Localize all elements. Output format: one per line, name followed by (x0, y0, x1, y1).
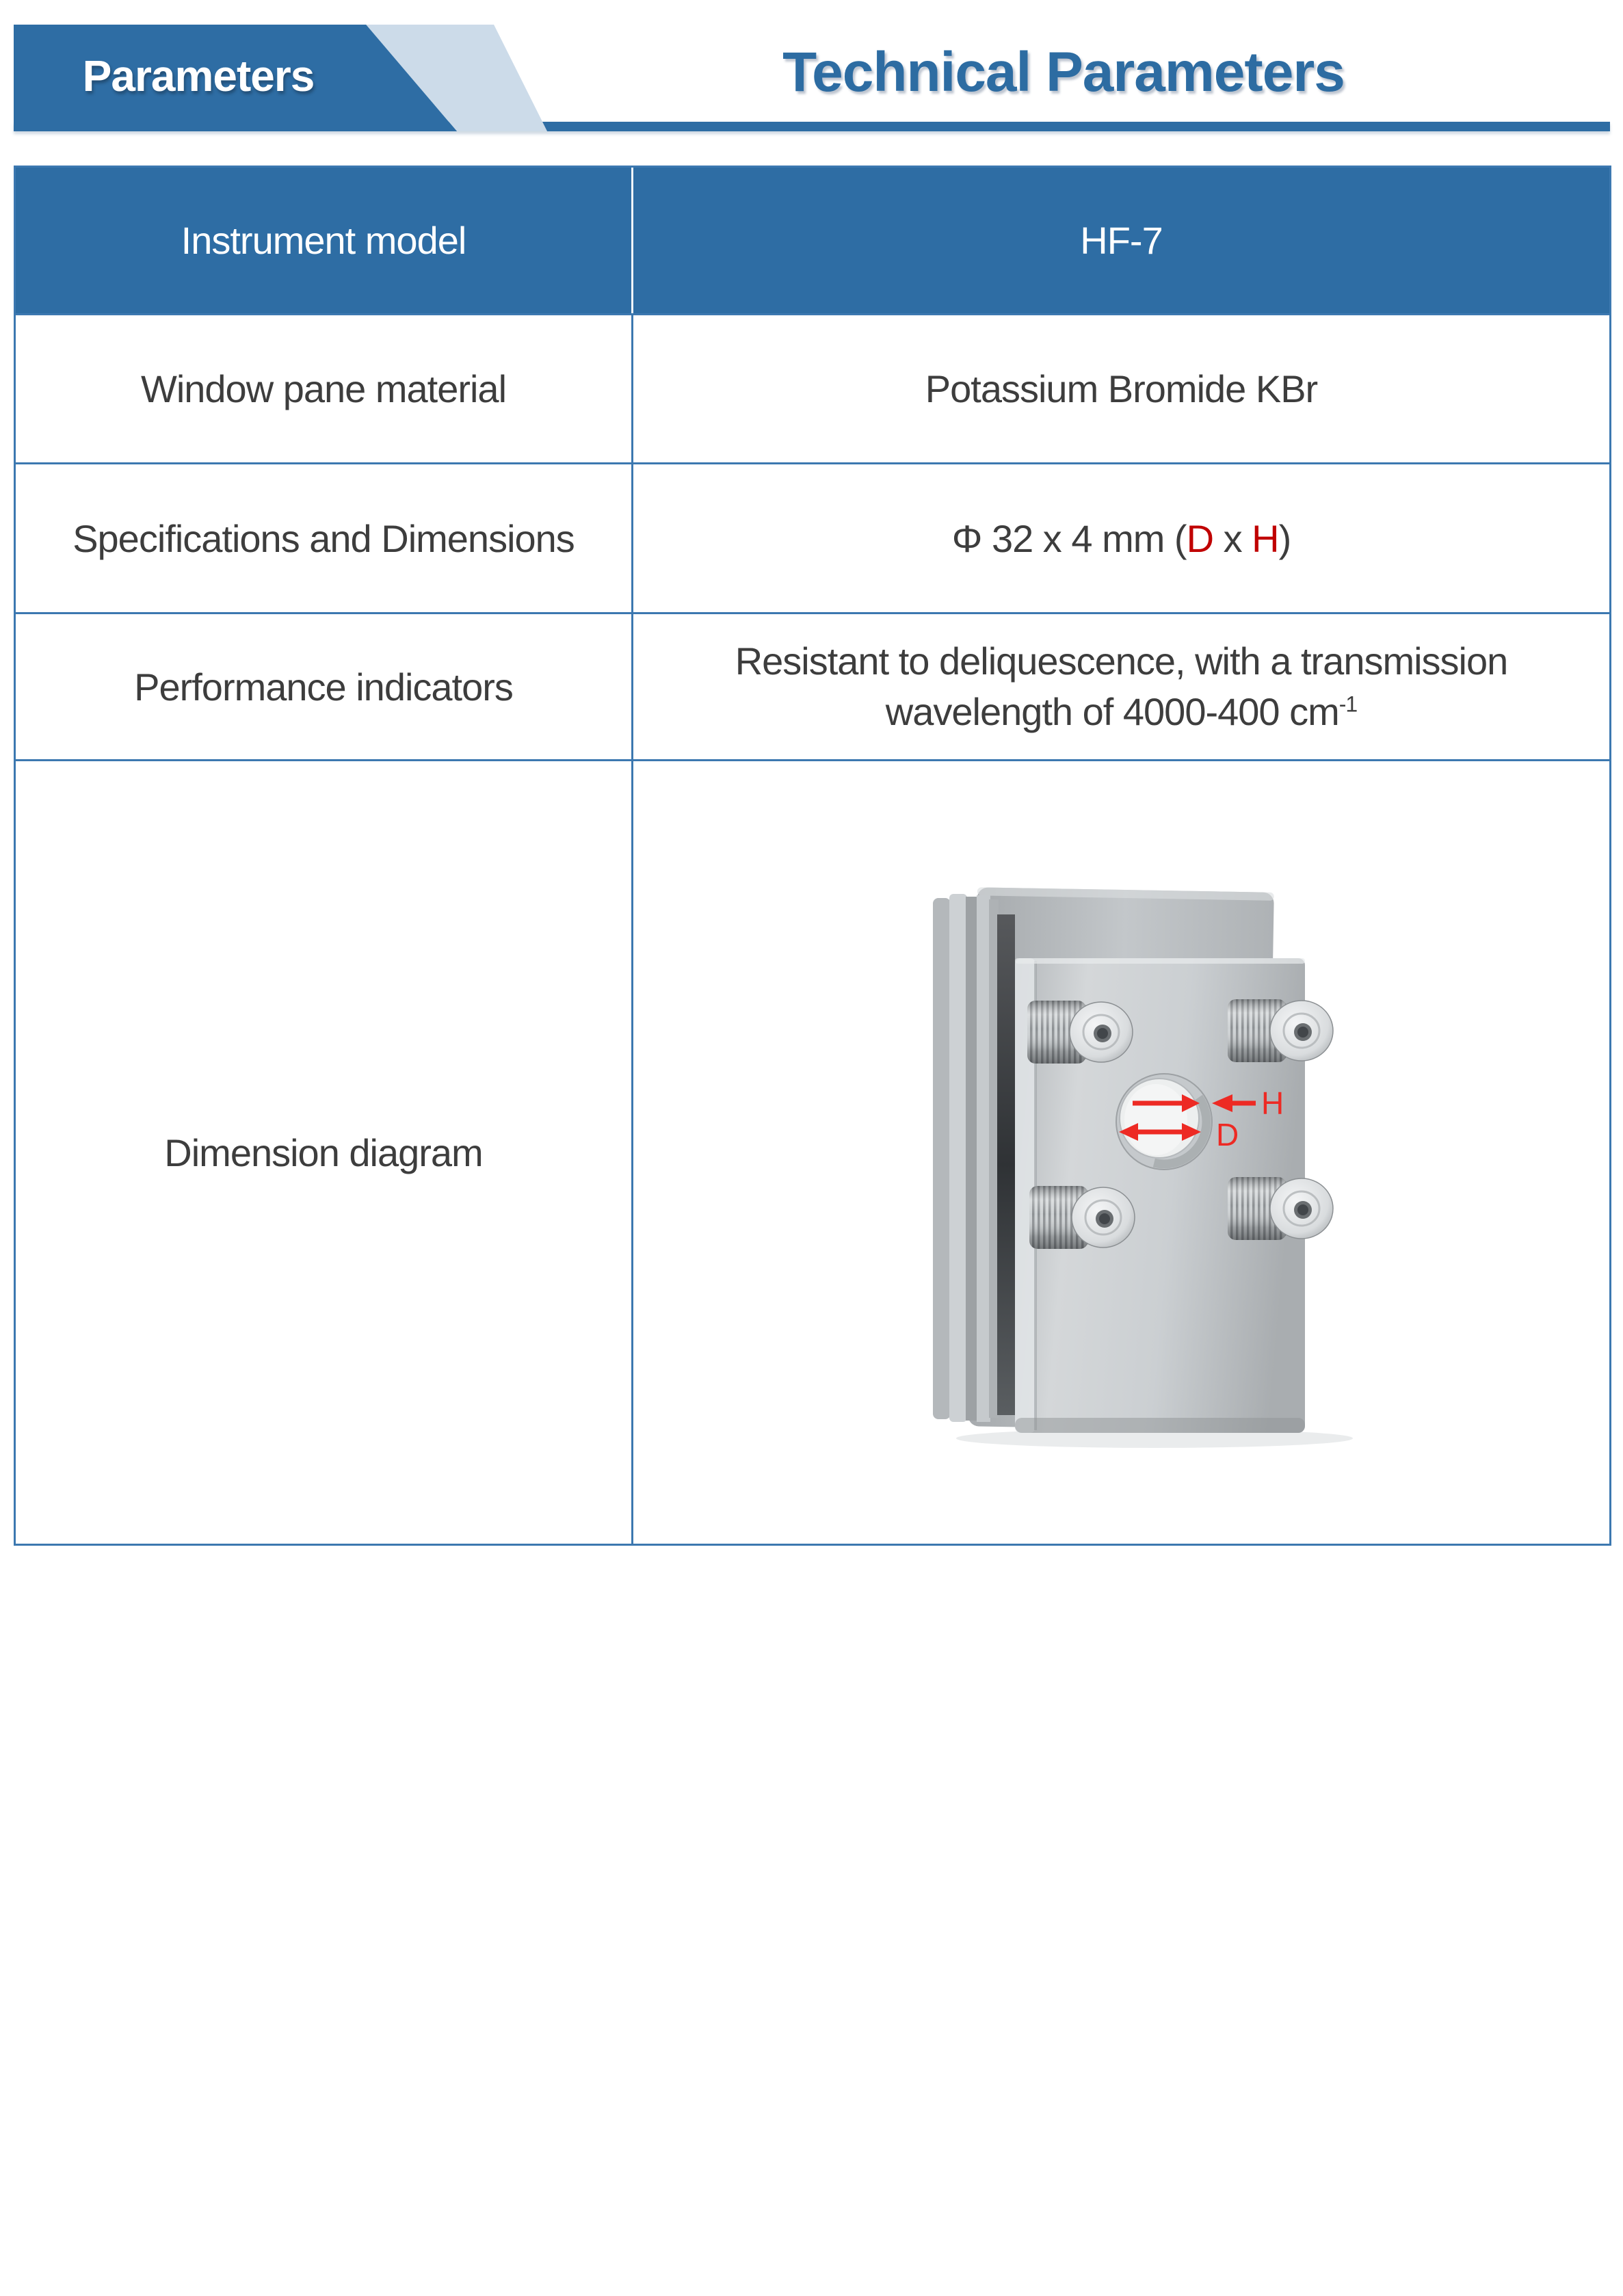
window-material-value-cell (631, 313, 1609, 462)
thumbscrew-top-left (1027, 1001, 1133, 1064)
dimensions-value-mid: x (1213, 516, 1252, 560)
d-arrow-shaft (1131, 1130, 1189, 1135)
page-title: Technical Parameters (782, 41, 1345, 103)
dimension-diagram-image (929, 886, 1380, 1453)
diagram-label: Dimension diagram (164, 1131, 483, 1174)
dimension-h-letter: H (1252, 516, 1279, 560)
thumbscrew-bottom-right (1228, 1177, 1333, 1240)
performance-line2-text: wavelength of 4000-400 cm (885, 690, 1339, 733)
dimensions-value (952, 516, 1291, 561)
dimensions-value-suffix: ) (1278, 516, 1291, 560)
diagram-label-cell (16, 759, 631, 1544)
dimensions-label: Specifications and Dimensions (72, 516, 575, 560)
dimensions-value-prefix: Φ 32 x 4 mm ( (951, 516, 1187, 560)
performance-value-cell (631, 612, 1609, 759)
section-ribbon-label: Parameters (82, 51, 315, 101)
instrument-model-value: HF-7 (1080, 219, 1163, 262)
plate-gap-shadow (997, 914, 1015, 1415)
performance-value (735, 636, 1508, 737)
performance-line1: Resistant to deliquescence, with a transmission (735, 639, 1508, 683)
parameters-table (14, 166, 1611, 1546)
table-header-label-cell (16, 168, 631, 313)
window-material-value: Potassium Bromide KBr (925, 367, 1318, 410)
performance-line2 (735, 687, 1508, 737)
performance-superscript: -1 (1338, 691, 1358, 717)
h-arrow-left-shaft (1133, 1101, 1185, 1106)
performance-label-cell (16, 612, 631, 759)
dimensions-label-cell (16, 462, 631, 612)
spacer-plate-stack (933, 894, 999, 1422)
h-dimension-label: H (1261, 1085, 1284, 1121)
performance-label: Performance indicators (134, 665, 513, 709)
window-material-label: Window pane material (140, 367, 507, 410)
diagram-cell (631, 759, 1609, 1544)
h-arrow-right-shaft (1231, 1101, 1256, 1106)
dimension-d-letter: D (1186, 516, 1214, 560)
thumbscrew-bottom-left (1029, 1186, 1135, 1249)
dimensions-value-cell (631, 462, 1609, 612)
window-material-label-cell (16, 313, 631, 462)
thumbscrew-top-right (1228, 999, 1333, 1062)
table-header-value-cell (631, 168, 1609, 313)
instrument-model-label: Instrument model (181, 219, 466, 262)
d-dimension-label: D (1216, 1117, 1239, 1152)
